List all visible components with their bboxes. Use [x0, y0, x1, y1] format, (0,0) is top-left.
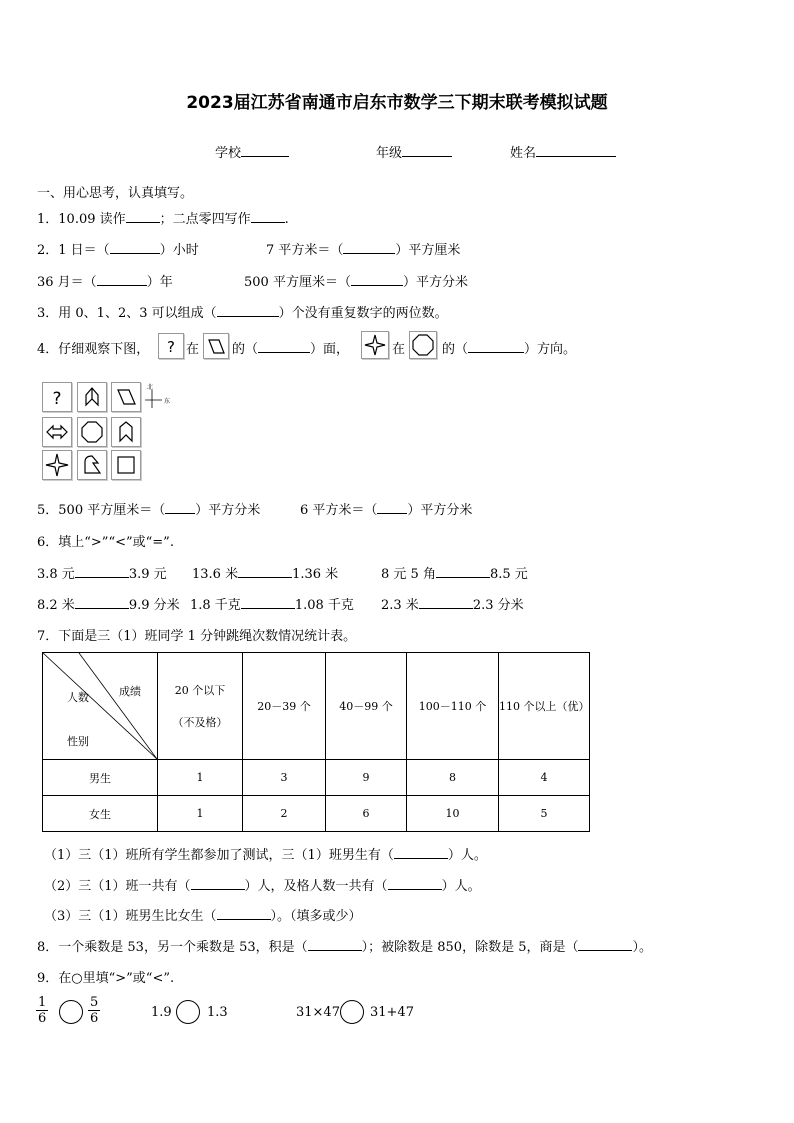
parallelogram-icon: [203, 333, 229, 359]
q3-text-b: ）个没有重复数字的两位数。: [278, 306, 448, 321]
q6-value: 1.8 千克: [190, 598, 241, 613]
column-header: [158, 653, 243, 760]
school-field[interactable]: [215, 142, 289, 161]
q7-s2-text-a: （2）三（1）班一共有（: [44, 879, 191, 894]
q8-blank-1[interactable]: [308, 938, 362, 951]
question-4: [232, 338, 349, 357]
q4-text-f: 的（: [442, 342, 469, 357]
q6-item: [37, 594, 180, 613]
q7-s3-blank[interactable]: [217, 907, 271, 920]
page-title: 2023届江苏省南通市启东市数学三下期末联考模拟试题: [186, 93, 608, 113]
q7-s3-text-a: （3）三（1）班男生比女生（: [44, 909, 217, 924]
table-row: [43, 796, 590, 832]
table-cell: 1: [158, 796, 243, 832]
octagon-icon: [409, 331, 437, 359]
q9-value: 31+47: [370, 1005, 414, 1020]
question-2-row-1: [37, 239, 199, 258]
compare-circle-1[interactable]: [59, 1000, 83, 1024]
stats-table: [42, 652, 590, 832]
four-point-star-icon: [361, 331, 389, 359]
compare-circle-3[interactable]: [340, 1000, 364, 1024]
q8-text-c: ）。: [632, 940, 652, 955]
compass-icon: [143, 384, 171, 412]
q9-stem: 9．在○里填“>”或“<”.: [37, 971, 175, 986]
question-2-row-2b: [244, 271, 468, 290]
q1-blank-1[interactable]: [126, 210, 160, 223]
q6-stem: 6．填上“>”“<”或“=”.: [37, 535, 174, 550]
q8-text-a: 8．一个乘数是 53，另一个乘数是 53，积是（: [37, 940, 308, 955]
q2-text: ）年: [146, 275, 173, 290]
row-label: 男生: [43, 760, 158, 796]
q2-text: ）平方厘米: [395, 243, 461, 258]
q9-value: 1.3: [207, 1005, 228, 1020]
q6-value: 2.3 米: [381, 598, 419, 613]
q5-blank-1[interactable]: [165, 501, 195, 514]
table-corner-cell: [43, 653, 158, 760]
q6-value: 1.36 米: [292, 567, 339, 582]
fraction-numerator: 5: [90, 995, 99, 1010]
question-8: [37, 936, 652, 955]
question-5b: [300, 499, 472, 518]
q1-blank-2[interactable]: [251, 210, 285, 223]
q2-text: ）小时: [159, 243, 199, 258]
double-arrow-icon: [42, 417, 72, 447]
table-cell: 6: [326, 796, 407, 832]
question-1: [37, 208, 289, 227]
corner-score-label: 成绩: [119, 685, 141, 698]
school-label: 学校: [215, 146, 242, 161]
corner-gender-label: 性别: [67, 735, 89, 748]
q6-value: 8.5 元: [489, 567, 528, 582]
fraction-one-sixth: [36, 995, 48, 1026]
question-2-row-1b: [266, 239, 460, 258]
q1-text-c: .: [284, 212, 289, 227]
q7-stem: 7．下面是三（1）班同学 1 分钟跳绳次数情况统计表。: [37, 629, 357, 644]
svg-text:?: ?: [167, 338, 175, 356]
curved-arrow-icon: [77, 450, 107, 480]
q2-text: 500 平方厘米＝（: [244, 275, 351, 290]
q4-blank-1[interactable]: [258, 340, 310, 353]
fraction-denominator: 6: [90, 1011, 99, 1026]
question-4b: [442, 338, 576, 357]
q7-sub-1: [44, 844, 487, 863]
q7-s2-text-c: ）人。: [441, 879, 481, 894]
q6-value: 13.6 米: [192, 567, 239, 582]
fraction-five-sixths: [88, 995, 100, 1026]
q6-blank[interactable]: [238, 565, 292, 578]
q7-s3-text-b: ）。（填多或少）: [270, 909, 362, 924]
q6-item: [381, 563, 528, 582]
q4-text-a: 4．仔细观察下图，: [37, 342, 150, 357]
octagon-icon: [77, 417, 107, 447]
q6-value: 8 元 5 角: [381, 567, 436, 582]
q8-blank-2[interactable]: [578, 938, 632, 951]
corner-count-label: 人数: [67, 691, 89, 704]
q2-blank-1[interactable]: [110, 241, 160, 254]
q4-text-g: ）方向。: [524, 342, 577, 357]
question-5: [37, 499, 260, 518]
q6-blank[interactable]: [75, 596, 129, 609]
q6-item: [192, 563, 338, 582]
q6-blank[interactable]: [419, 596, 473, 609]
parallelogram-icon: [111, 382, 141, 412]
q1-text-b: ；二点零四写作: [159, 212, 251, 227]
q7-s1-blank[interactable]: [394, 846, 448, 859]
q2-blank-4[interactable]: [351, 273, 403, 286]
q4-text-d: ）面，: [310, 342, 350, 357]
name-label: 姓名: [510, 146, 537, 161]
q5-text-b: ）平方分米: [195, 503, 261, 518]
q6-value: 8.2 米: [37, 598, 75, 613]
question-2-row-2: [37, 271, 173, 290]
name-field[interactable]: [510, 142, 616, 161]
q7-s2-blank-1[interactable]: [191, 877, 245, 890]
fraction-numerator: 1: [38, 995, 47, 1010]
q2-blank-2[interactable]: [343, 241, 395, 254]
q1-text-a: 1．10.09 读作: [37, 212, 126, 227]
compass-north-label: 北: [147, 384, 154, 391]
table-cell: 5: [499, 796, 590, 832]
question-mark-icon: [42, 382, 72, 412]
question-3: [37, 302, 448, 321]
column-header: 110 个以上（优）: [499, 653, 590, 760]
q4-text-b: 在: [186, 342, 200, 357]
q6-value: 9.9 分米: [128, 598, 180, 613]
folded-arrow-icon: [77, 382, 107, 412]
q2-text: 36 月＝（: [37, 275, 97, 290]
table-cell: 10: [407, 796, 499, 832]
bookmark-icon: [111, 417, 141, 447]
q7-s1-text-b: ）人。: [447, 848, 487, 863]
q2-text: 2．1 日＝（: [37, 243, 110, 258]
table-cell: 3: [243, 760, 326, 796]
table-cell: 4: [499, 760, 590, 796]
q2-blank-3[interactable]: [97, 273, 147, 286]
q5-text-d: ）平方分米: [407, 503, 473, 518]
column-header: 40－99 个: [326, 653, 407, 760]
table-cell: 2: [243, 796, 326, 832]
table-cell: 1: [158, 760, 243, 796]
table-row: [43, 760, 590, 796]
table-header-row: [43, 653, 590, 760]
q5-blank-2[interactable]: [377, 501, 407, 514]
q4-text-e: 在: [392, 342, 406, 357]
grade-field[interactable]: [376, 142, 452, 161]
q6-blank[interactable]: [75, 565, 129, 578]
column-header-note: （不及格）: [172, 716, 228, 729]
four-point-star-icon: [42, 450, 72, 480]
q6-value: 2.3 分米: [472, 598, 524, 613]
q6-value: 1.08 千克: [294, 598, 354, 613]
row-label: 女生: [43, 796, 158, 832]
q7-sub-2: [44, 875, 481, 894]
column-header-label: 20 个以下: [174, 684, 226, 697]
square-icon: [111, 450, 141, 480]
table-cell: 8: [407, 760, 499, 796]
q3-text-a: 3．用 0、1、2、3 可以组成（: [37, 306, 217, 321]
svg-text:?: ?: [52, 389, 62, 409]
grade-label: 年级: [376, 146, 403, 161]
compare-circle-2[interactable]: [176, 1000, 200, 1024]
fraction-denominator: 6: [38, 1011, 47, 1026]
q6-item: [381, 594, 524, 613]
q5-text-c: 6 平方米＝（: [300, 503, 378, 518]
q3-blank[interactable]: [217, 304, 279, 317]
q6-blank[interactable]: [436, 565, 490, 578]
q5-text-a: 5．500 平方厘米＝（: [37, 503, 166, 518]
q2-text: 7 平方米＝（: [266, 243, 344, 258]
question-mark-icon: [158, 333, 184, 359]
q7-s2-blank-2[interactable]: [388, 877, 442, 890]
q6-blank[interactable]: [241, 596, 295, 609]
q6-item: [190, 594, 354, 613]
q7-s1-text-a: （1）三（1）班所有学生都参加了测试，三（1）班男生有（: [44, 848, 394, 863]
q2-text: ）平方分米: [402, 275, 468, 290]
q7-s2-text-b: ）人，及格人数一共有（: [244, 879, 388, 894]
q8-text-b: ）；被除数是 850，除数是 5，商是（: [361, 940, 579, 955]
table-cell: 9: [326, 760, 407, 796]
q9-value: 1.9: [151, 1005, 172, 1020]
q6-value: 3.8 元: [37, 567, 75, 582]
q6-value: 3.9 元: [128, 567, 167, 582]
q7-sub-3: [44, 905, 362, 924]
compass-east-label: 东: [164, 398, 171, 405]
q9-value: 31×47: [296, 1005, 340, 1020]
q6-item: [37, 563, 167, 582]
column-header: 20－39 个: [243, 653, 326, 760]
q4-blank-2[interactable]: [468, 340, 524, 353]
column-header: 100－110 个: [407, 653, 499, 760]
q4-text-c: 的（: [232, 342, 259, 357]
section-heading: 一、用心思考，认真填写。: [37, 186, 194, 201]
